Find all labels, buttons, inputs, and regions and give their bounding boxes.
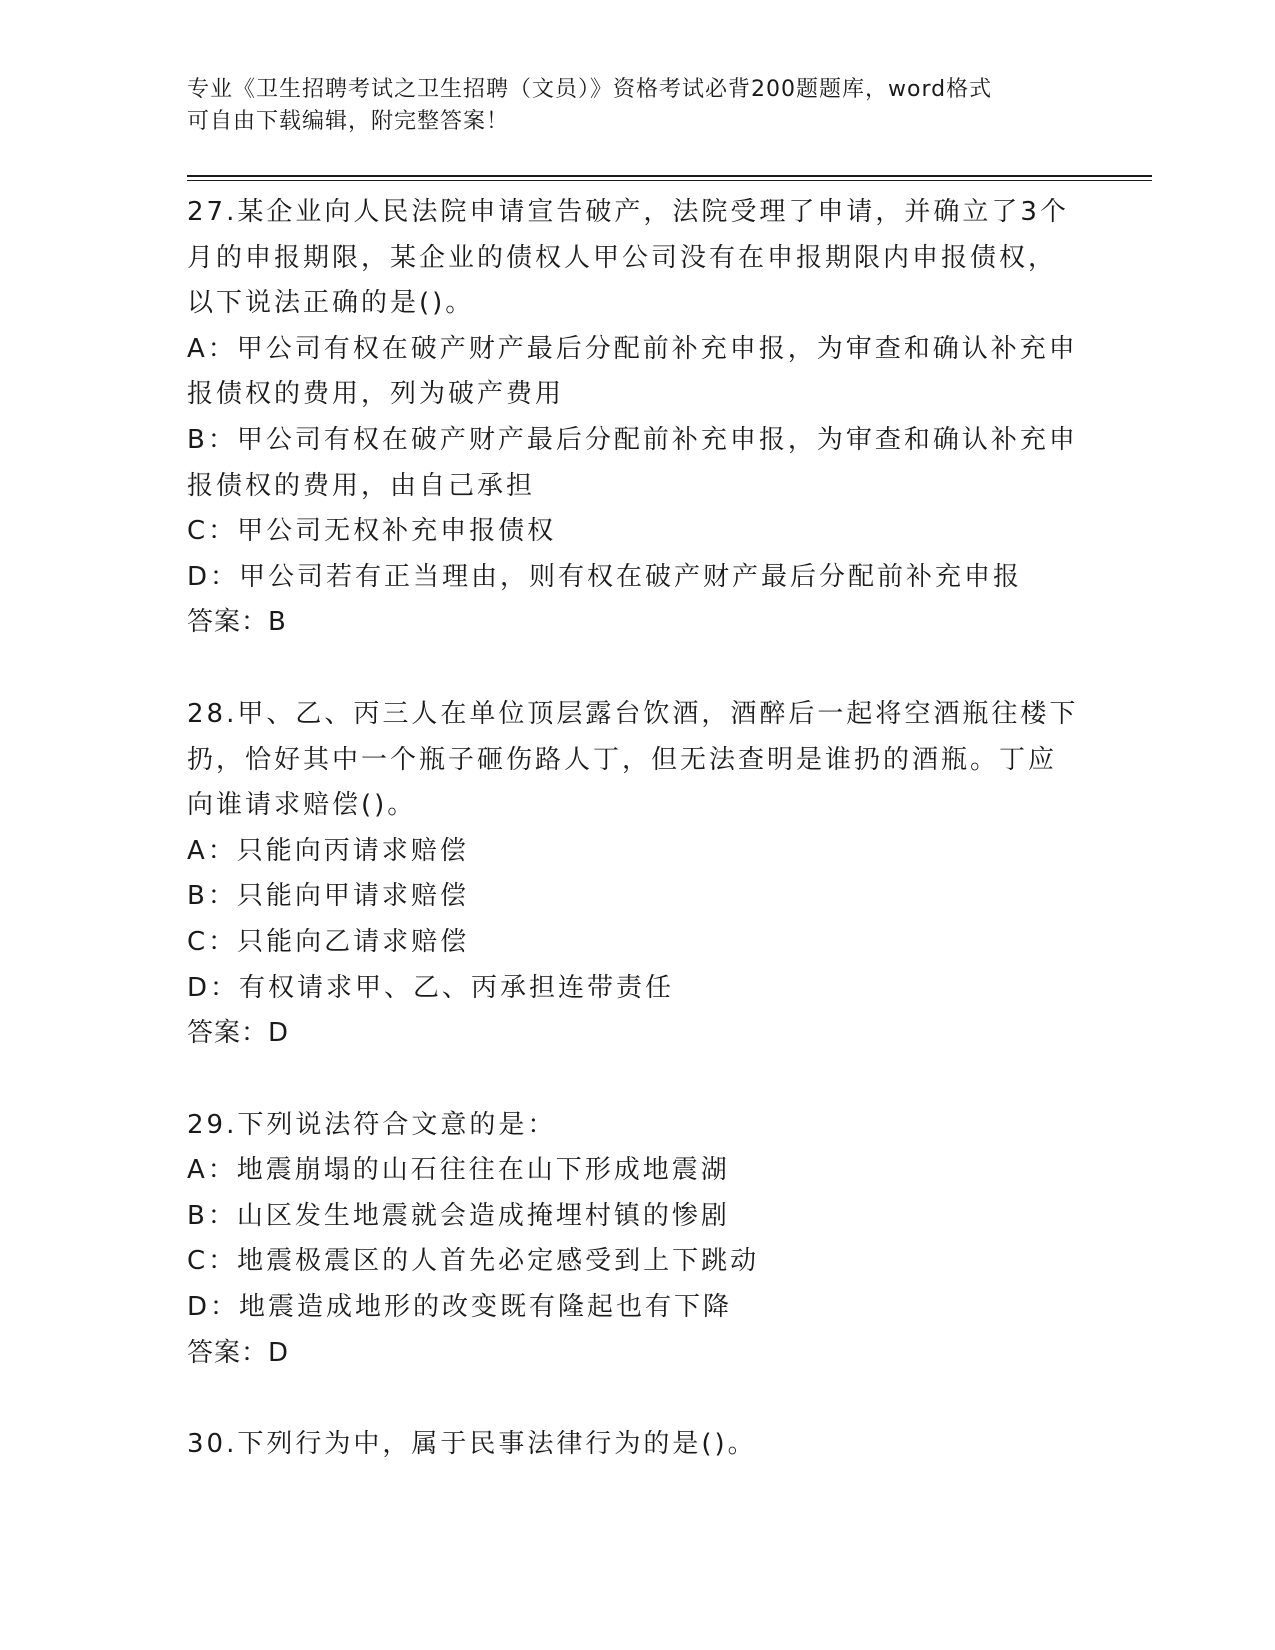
question-stem-line: 28.甲、乙、丙三人在单位顶层露台饮酒，酒醉后一起将空酒瓶往楼下: [187, 698, 1079, 729]
option-d-line: D：有权请求甲、乙、丙承担连带责任: [187, 972, 675, 1003]
option-c-line: C：甲公司无权补充申报债权: [187, 516, 557, 547]
option-c-line: C：只能向乙请求赔偿: [187, 926, 470, 957]
option-c-line: C：地震极震区的人首先必定感受到上下跳动: [187, 1246, 760, 1277]
answer-line: 答案：D: [187, 1018, 290, 1049]
option-b-line: B：甲公司有权在破产财产最后分配前补充申报，为审查和确认补充申: [187, 424, 1078, 455]
answer-line: 答案：D: [187, 1337, 290, 1368]
question-stem-line: 向谁请求赔偿()。: [187, 790, 417, 821]
question-stem-line: 27.某企业向人民法院申请宣告破产，法院受理了申请，并确立了3个: [187, 197, 1069, 227]
option-a-line: A：甲公司有权在破产财产最后分配前补充申报，为审查和确认补充申: [187, 333, 1078, 364]
question-28: [187, 692, 1087, 1057]
header-line-2: 可自由下载编辑，附完整答案！: [187, 109, 510, 134]
answer-line: 答案：B: [187, 607, 287, 638]
question-list: [187, 190, 1087, 1514]
option-b-line: 报债权的费用，由自己承担: [187, 470, 536, 501]
document-header: [187, 74, 1067, 138]
header-divider-thin: [187, 180, 1152, 181]
option-a-line: A：只能向丙请求赔偿: [187, 835, 469, 866]
option-a-line: 报债权的费用，列为破产费用: [187, 379, 565, 410]
question-stem-line: 月的申报期限，某企业的债权人甲公司没有在申报期限内申报债权，: [187, 242, 1058, 273]
question-stem-line: 扔，恰好其中一个瓶子砸伤路人丁，但无法查明是谁扔的酒瓶。丁应: [187, 744, 1058, 775]
question-stem-line: 以下说法正确的是()。: [187, 288, 475, 319]
option-d-line: D：地震造成地形的改变既有隆起也有下降: [187, 1292, 733, 1323]
question-stem-line: 30.下列行为中，属于民事法律行为的是()。: [187, 1429, 757, 1460]
option-a-line: A：地震崩塌的山石往往在山下形成地震湖: [187, 1155, 730, 1186]
question-27: [187, 190, 1087, 646]
question-stem-line: 29.下列说法符合文意的是：: [187, 1109, 557, 1140]
header-divider-thick: [187, 175, 1152, 177]
question-29: [187, 1103, 1087, 1377]
option-b-line: B：山区发生地震就会造成掩埋村镇的惨剧: [187, 1200, 730, 1231]
header-line-1: 专业《卫生招聘考试之卫生招聘（文员）》资格考试必背200题题库，word格式: [187, 77, 993, 102]
option-b-line: B：只能向甲请求赔偿: [187, 881, 469, 912]
question-30: [187, 1422, 1087, 1468]
option-d-line: D：甲公司若有正当理由，则有权在破产财产最后分配前补充申报: [187, 561, 1023, 592]
